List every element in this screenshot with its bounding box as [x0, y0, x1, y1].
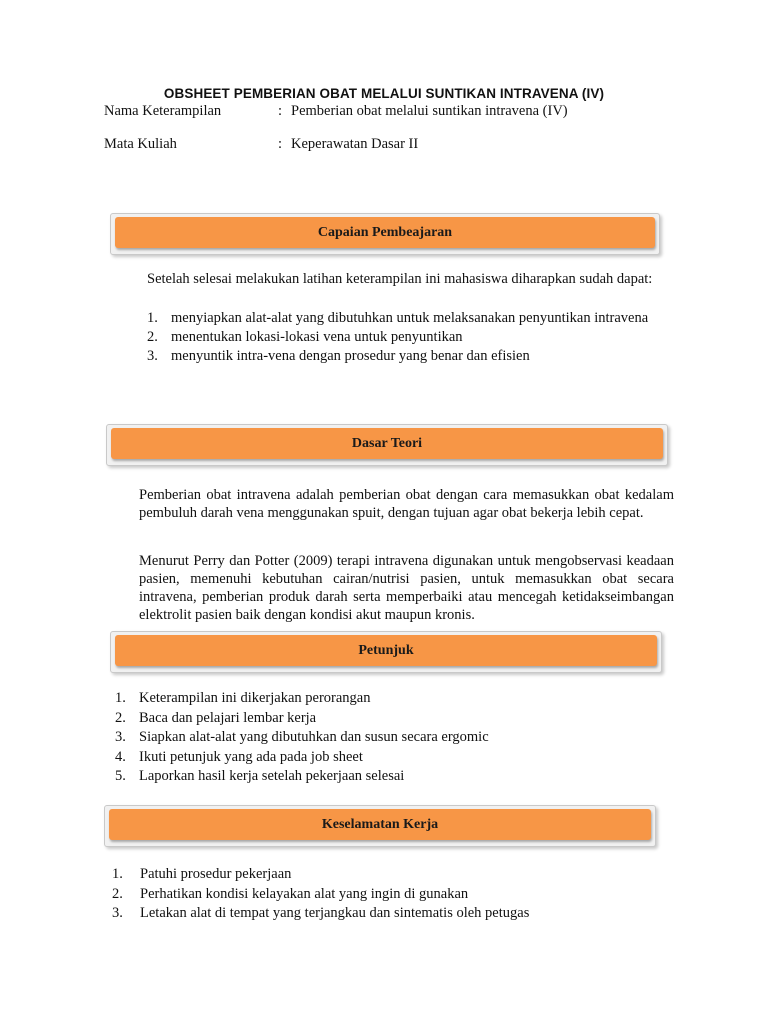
list-text: Letakan alat di tempat yang terjangkau dan sintematis oleh petugas — [140, 905, 530, 921]
list-text: menyiapkan alat-alat yang dibutuhkan untuk melaksanakan penyuntikan intravena — [171, 310, 649, 326]
list-text: Laporkan hasil kerja setelah pekerjaan selesai — [139, 768, 405, 784]
list-item — [112, 885, 682, 905]
list-item — [147, 328, 674, 348]
meta-colon: : — [278, 103, 283, 119]
list-text: Baca dan pelajari lembar kerja — [139, 709, 317, 726]
list-number: 1. — [147, 310, 158, 326]
list-item — [115, 689, 675, 709]
list-number: 2. — [115, 709, 126, 726]
meta-value: Pemberian obat melalui suntikan intravena (IV) — [291, 103, 568, 119]
list-number: 5. — [115, 768, 126, 784]
section-banner-keselamatan — [104, 805, 656, 847]
list-text: Keterampilan ini dikerjakan perorangan — [139, 690, 371, 706]
list-number: 3. — [115, 729, 126, 745]
list-text: menyuntik intra-vena dengan prosedur yang benar dan efisien — [171, 348, 530, 364]
list-number: 2. — [147, 328, 158, 345]
list-item — [147, 347, 674, 367]
meta-label: Nama Keterampilan — [104, 103, 222, 119]
list-text: Siapkan alat-alat yang dibutuhkan dan susun secara ergomic — [139, 729, 489, 745]
dasar-teori-paragraph-1: Pemberian obat intravena adalah pemberian obat dengan cara memasukkan obat kedalam pembuluh darah vena menggunakan spuit, dengan tujuan agar obat bekerja lebih cepat. — [139, 487, 674, 521]
section-heading: Petunjuk — [115, 635, 657, 666]
meta-value: Keperawatan Dasar II — [291, 136, 419, 152]
list-text: menentukan lokasi-lokasi vena untuk penyuntikan — [171, 328, 463, 345]
dasar-teori-paragraph-2: Menurut Perry dan Potter (2009) terapi intravena digunakan untuk mengobservasi keadaan pasien, memenuhi kebutuhan cairan/nutrisi pasien, untuk memasukkan obat secara intravena, pemberian produk darah serta memperbaiki atau mencegah ketidakseimbangan elektrolit pasien baik dengan kondisi akut maupun kronis. — [139, 553, 674, 623]
section-heading: Dasar Teori — [111, 428, 663, 459]
list-number: 2. — [112, 885, 123, 902]
document-title: OBSHEET PEMBERIAN OBAT MELALUI SUNTIKAN INTRAVENA (IV) — [163, 86, 605, 101]
list-item — [115, 728, 675, 748]
capaian-intro: Setelah selesai melakukan latihan keterampilan ini mahasiswa diharapkan sudah dapat: — [147, 271, 653, 287]
petunjuk-list — [115, 689, 675, 787]
list-text: Patuhi prosedur pekerjaan — [140, 866, 292, 882]
list-item — [115, 709, 675, 729]
list-number: 3. — [147, 348, 158, 364]
section-heading: Keselamatan Kerja — [109, 809, 651, 840]
list-number: 3. — [112, 905, 123, 921]
meta-colon: : — [278, 136, 283, 152]
list-number: 4. — [115, 748, 126, 765]
section-banner-capaian — [110, 213, 660, 255]
list-number: 1. — [112, 866, 123, 882]
list-item — [112, 904, 682, 924]
list-item — [112, 865, 682, 885]
list-item — [115, 748, 675, 768]
meta-label: Mata Kuliah — [104, 136, 177, 152]
list-item — [147, 309, 674, 328]
list-text: Ikuti petunjuk yang ada pada job sheet — [139, 748, 363, 765]
section-heading: Capaian Pembeajaran — [115, 217, 655, 248]
section-banner-dasar-teori — [106, 424, 668, 466]
list-text: Perhatikan kondisi kelayakan alat yang ingin di gunakan — [140, 885, 469, 902]
keselamatan-list — [112, 865, 682, 924]
section-banner-petunjuk — [110, 631, 662, 673]
list-number: 1. — [115, 690, 126, 706]
list-item — [115, 767, 675, 787]
capaian-list — [147, 309, 674, 367]
